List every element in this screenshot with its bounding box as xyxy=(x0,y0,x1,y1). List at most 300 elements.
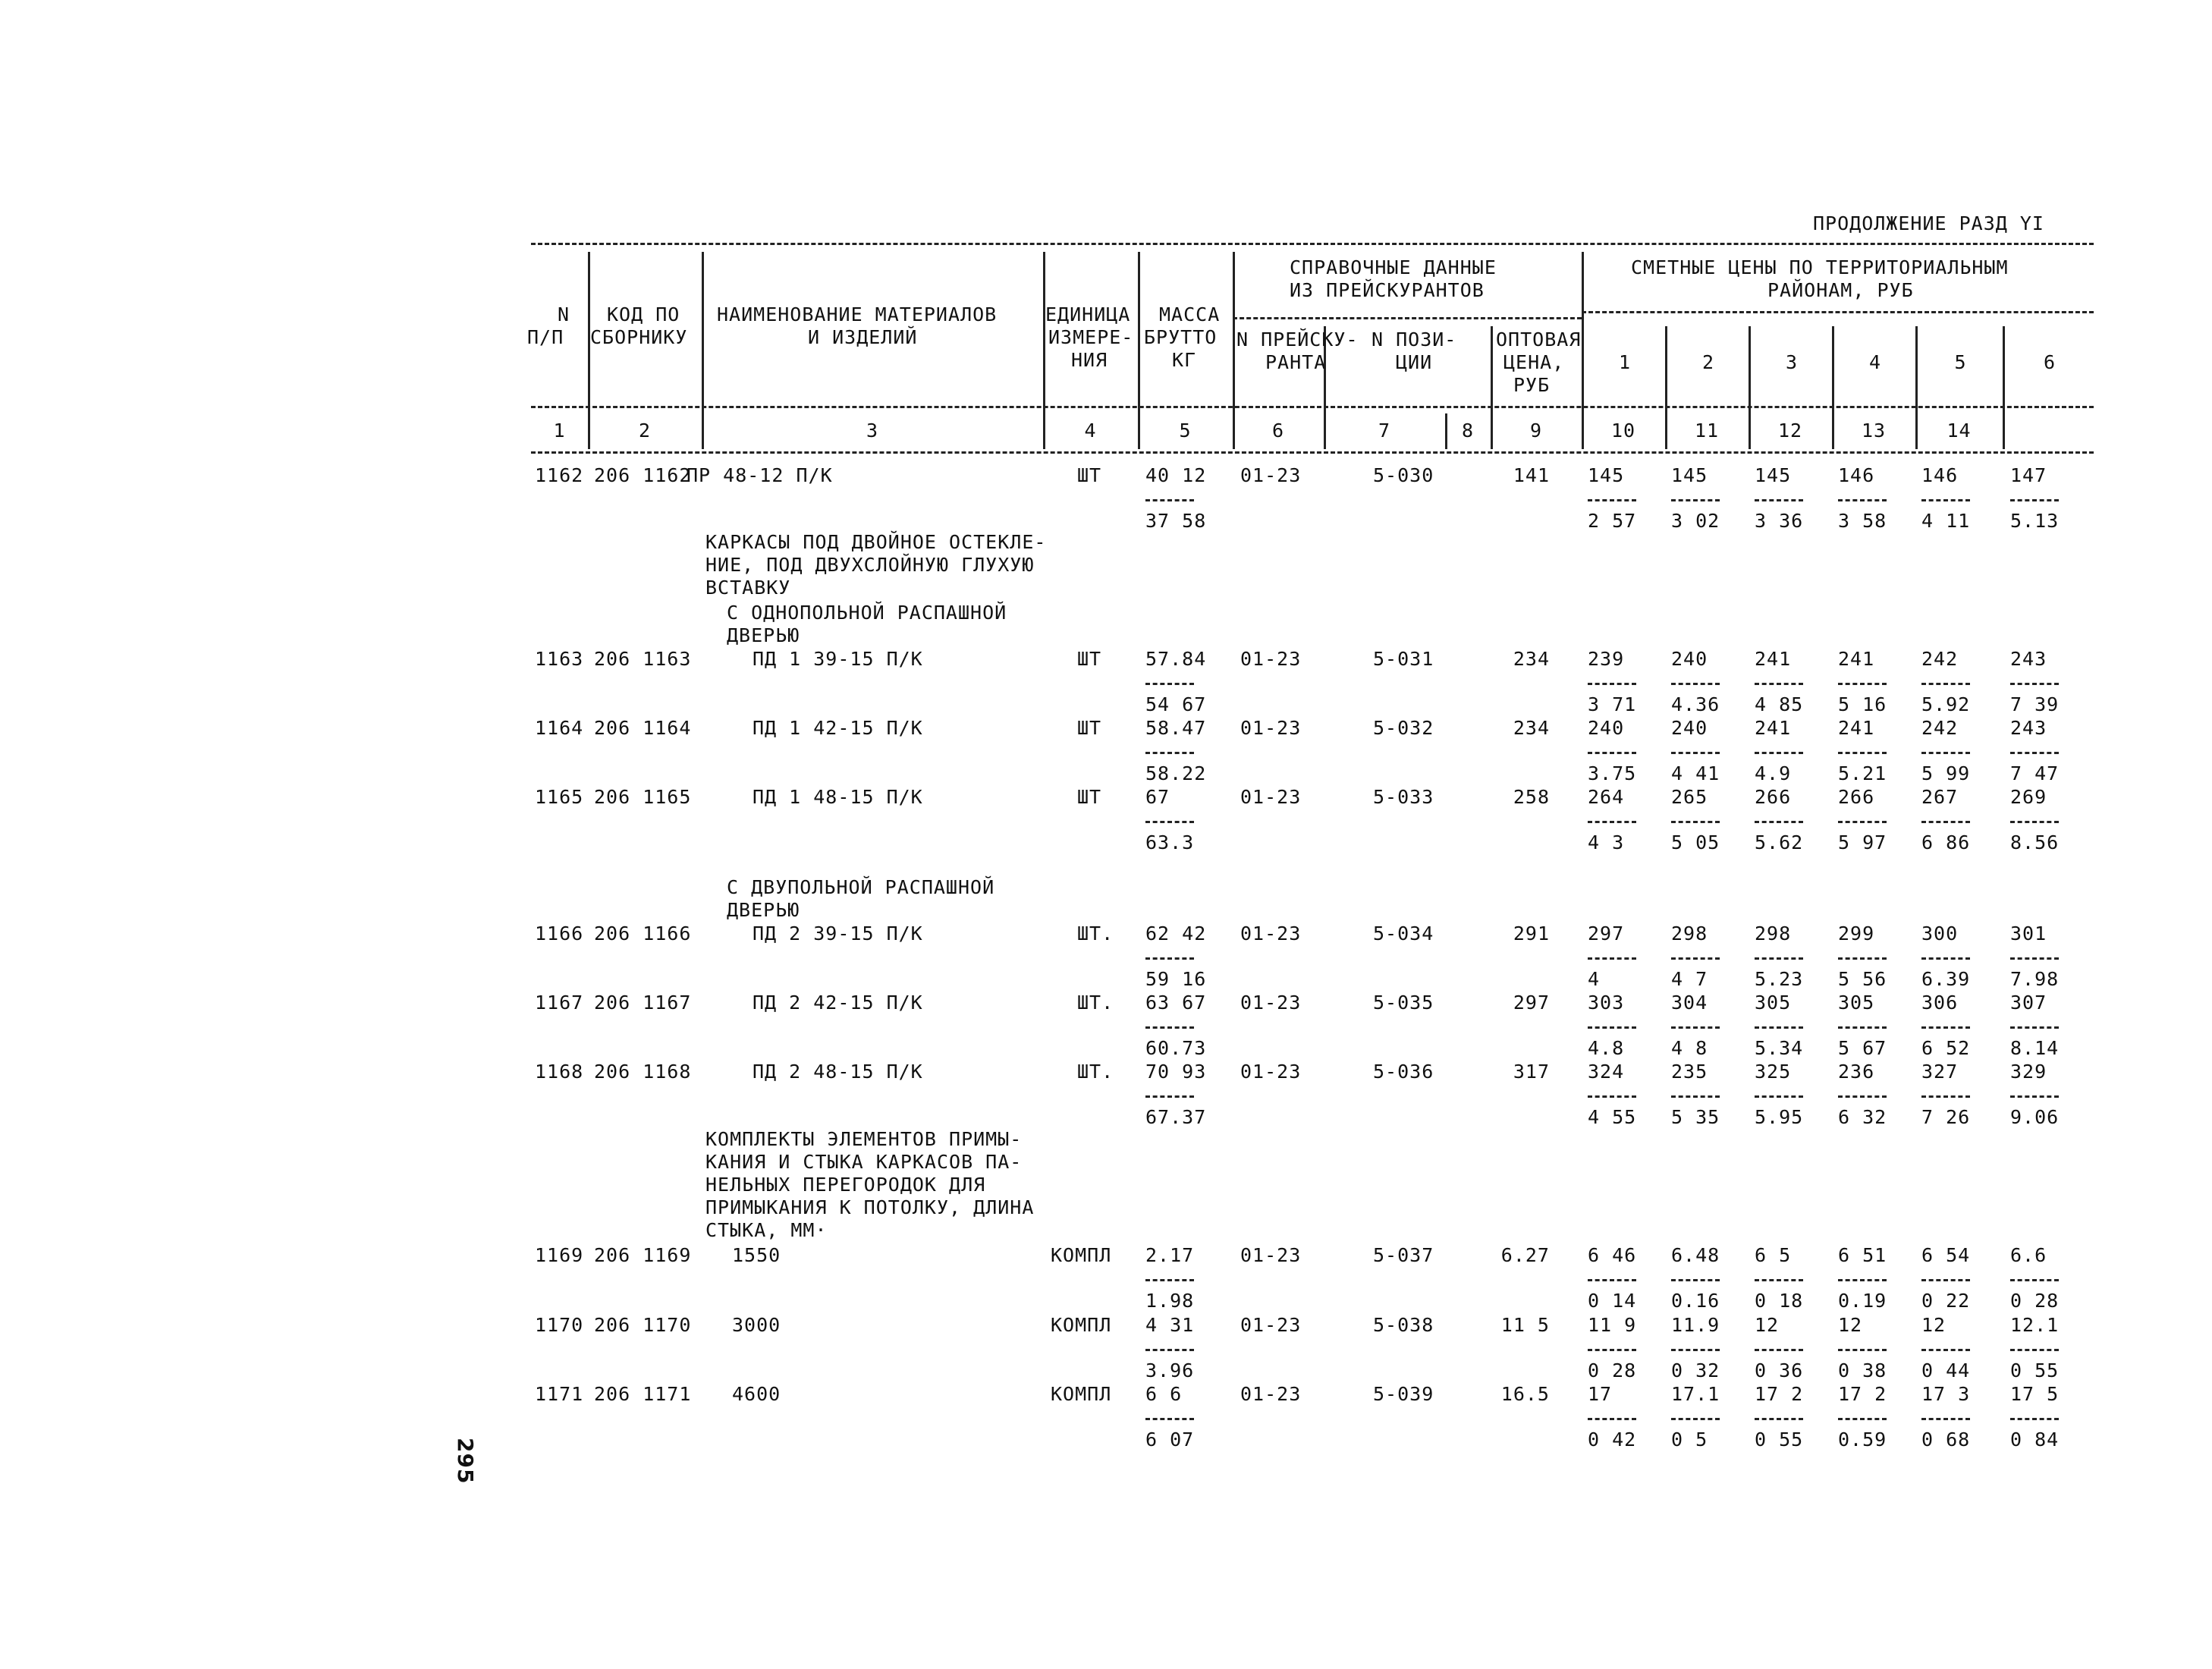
row-1170-region-2-bottom: 0 32 xyxy=(1671,1359,1720,1381)
col-header-mass-line1: МАССА xyxy=(1159,303,1221,325)
column-number-5: 5 xyxy=(1179,420,1192,442)
row-1163-unit: ШТ xyxy=(1077,648,1102,670)
row-1163-region-4-bottom: 5 16 xyxy=(1838,693,1887,715)
prices-group-header-line2: РАЙОНАМ, РУБ xyxy=(1767,279,1914,301)
row-1165-region-6-bottom: 8.56 xyxy=(2010,831,2060,853)
row-1170-region-1-fraction-line xyxy=(1588,1349,1636,1351)
row-1163-region-6-fraction-line xyxy=(2010,683,2059,685)
row-1171-mass-fraction-line xyxy=(1145,1418,1194,1420)
row-1168-region-3-fraction-line xyxy=(1755,1095,1803,1098)
row-1163-mass-top: 57.84 xyxy=(1145,648,1207,670)
row-1167-region-5-fraction-line xyxy=(1921,1026,1970,1029)
row-1163-position: 5-031 xyxy=(1373,648,1434,670)
col-header-unit-line1: ЕДИНИЦА xyxy=(1045,303,1131,325)
row-1162-region-6-fraction-line xyxy=(2010,499,2059,501)
row-1169-region-6-top: 6.6 xyxy=(2010,1244,2047,1266)
col-header-region-1: 1 xyxy=(1618,351,1632,373)
row-1171-name: 4600 xyxy=(732,1383,781,1405)
col-header-pricelist-line2: РАНТА xyxy=(1265,351,1327,373)
row-1167-region-6-bottom: 8.14 xyxy=(2010,1037,2060,1059)
row-1165-region-2-bottom: 5 05 xyxy=(1671,831,1720,853)
row-1164-mass-top: 58.47 xyxy=(1145,717,1207,739)
row-1167-region-4-top: 305 xyxy=(1838,992,1875,1014)
row-1170-region-2-fraction-line xyxy=(1671,1349,1720,1351)
row-1170-mass-top: 4 31 xyxy=(1145,1314,1195,1336)
row-1170-unit: КОМПЛ xyxy=(1051,1314,1112,1336)
row-1171-region-2-bottom: 0 5 xyxy=(1671,1429,1708,1451)
row-1165-mass-bottom: 63.3 xyxy=(1145,831,1195,853)
col-header-pricelist-line1: N ПРЕЙСКУ- xyxy=(1236,328,1359,350)
row-1167-region-1-bottom: 4.8 xyxy=(1588,1037,1625,1059)
row-1170-region-4-top: 12 xyxy=(1838,1314,1863,1336)
row-1164-region-2-fraction-line xyxy=(1671,752,1720,754)
row-1163-region-1-top: 239 xyxy=(1588,648,1625,670)
row-1162-unit: ШТ xyxy=(1077,464,1102,486)
row-1168-region-3-top: 325 xyxy=(1755,1061,1792,1083)
row-1165-region-1-bottom: 4 3 xyxy=(1588,831,1625,853)
row-1171-region-1-top: 17 xyxy=(1588,1383,1613,1405)
column-number-13: 13 xyxy=(1861,420,1887,442)
row-1170-region-3-top: 12 xyxy=(1755,1314,1780,1336)
row-1166-number: 1166 xyxy=(535,923,584,945)
row-1167-region-4-bottom: 5 67 xyxy=(1838,1037,1887,1059)
row-1165-region-5-fraction-line xyxy=(1921,821,1970,823)
row-1171-code: 206 1171 xyxy=(594,1383,692,1405)
column-number-14: 14 xyxy=(1946,420,1972,442)
col-header-price-line1: ОПТОВАЯ xyxy=(1496,328,1582,350)
row-1165-mass-fraction-line xyxy=(1145,821,1194,823)
row-1165-number: 1165 xyxy=(535,786,584,808)
col-header-price-line2: ЦЕНА, xyxy=(1503,351,1565,373)
row-1163-region-5-fraction-line xyxy=(1921,683,1970,685)
section-heading-single-door-line2: ДВЕРЬЮ xyxy=(727,624,800,646)
row-1165-mass-top: 67 xyxy=(1145,786,1170,808)
row-1163-region-4-top: 241 xyxy=(1838,648,1875,670)
row-1162-mass-bottom: 37 58 xyxy=(1145,510,1207,532)
row-1163-mass-fraction-line xyxy=(1145,683,1194,685)
row-1165-region-5-top: 267 xyxy=(1921,786,1959,808)
row-1165-region-6-fraction-line xyxy=(2010,821,2059,823)
row-1164-region-1-fraction-line xyxy=(1588,752,1636,754)
row-1170-region-3-bottom: 0 36 xyxy=(1755,1359,1804,1381)
column-number-6: 6 xyxy=(1271,420,1285,442)
row-1166-mass-bottom: 59 16 xyxy=(1145,968,1207,990)
row-1168-position: 5-036 xyxy=(1373,1061,1434,1083)
col-header-name-line2: И ИЗДЕЛИЙ xyxy=(808,326,918,348)
row-1171-position: 5-039 xyxy=(1373,1383,1434,1405)
row-1162-region-3-bottom: 3 36 xyxy=(1755,510,1804,532)
page-continuation-header: ПРОДОЛЖЕНИЕ РАЗД YI xyxy=(1813,212,2044,234)
row-1171-region-5-fraction-line xyxy=(1921,1418,1970,1420)
col-header-mass-line3: КГ xyxy=(1172,349,1197,371)
row-1165-region-3-bottom: 5.62 xyxy=(1755,831,1804,853)
row-1169-pricelist: 01-23 xyxy=(1240,1244,1302,1266)
row-1162-region-1-fraction-line xyxy=(1588,499,1636,501)
row-1171-unit: КОМПЛ xyxy=(1051,1383,1112,1405)
row-1169-wholesale-price: 6.27 xyxy=(1500,1244,1550,1266)
row-1163-region-1-bottom: 3 71 xyxy=(1588,693,1637,715)
row-1163-region-2-fraction-line xyxy=(1671,683,1720,685)
row-1170-region-6-bottom: 0 55 xyxy=(2010,1359,2060,1381)
row-1169-region-1-bottom: 0 14 xyxy=(1588,1290,1637,1312)
row-1162-number: 1162 xyxy=(535,464,584,486)
row-1170-region-3-fraction-line xyxy=(1755,1349,1803,1351)
row-1171-mass-top: 6 6 xyxy=(1145,1383,1183,1405)
row-1162-mass-top: 40 12 xyxy=(1145,464,1207,486)
row-1167-position: 5-035 xyxy=(1373,992,1434,1014)
row-1162-region-3-fraction-line xyxy=(1755,499,1803,501)
row-1163-region-5-top: 242 xyxy=(1921,648,1959,670)
row-1169-unit: КОМПЛ xyxy=(1051,1244,1112,1266)
section-heading-frames-line3: ВСТАВКУ xyxy=(705,577,791,599)
row-1165-unit: ШТ xyxy=(1077,786,1102,808)
row-1171-region-5-bottom: 0 68 xyxy=(1921,1429,1971,1451)
row-1163-region-5-bottom: 5.92 xyxy=(1921,693,1971,715)
row-1171-region-1-bottom: 0 42 xyxy=(1588,1429,1637,1451)
row-1162-region-1-top: 145 xyxy=(1588,464,1625,486)
row-1169-number: 1169 xyxy=(535,1244,584,1266)
section-heading-joint-kits-line2: КАНИЯ И СТЫКА КАРКАСОВ ПА- xyxy=(705,1151,1023,1173)
row-1164-name: ПД 1 42-15 П/К xyxy=(753,717,923,739)
section-heading-single-door-line1: С ОДНОПОЛЬНОЙ РАСПАШНОЙ xyxy=(727,602,1007,624)
row-1171-region-6-bottom: 0 84 xyxy=(2010,1429,2060,1451)
row-1168-region-1-fraction-line xyxy=(1588,1095,1636,1098)
row-1170-name: 3000 xyxy=(732,1314,781,1336)
row-1169-region-5-fraction-line xyxy=(1921,1279,1970,1281)
row-1171-pricelist: 01-23 xyxy=(1240,1383,1302,1405)
row-1166-region-3-bottom: 5.23 xyxy=(1755,968,1804,990)
row-1164-region-5-fraction-line xyxy=(1921,752,1970,754)
col-header-position-line2: ЦИИ xyxy=(1396,351,1433,373)
row-1164-region-6-top: 243 xyxy=(2010,717,2047,739)
row-1167-region-1-fraction-line xyxy=(1588,1026,1636,1029)
section-heading-double-door-line2: ДВЕРЬЮ xyxy=(727,899,800,921)
row-1166-region-6-bottom: 7.98 xyxy=(2010,968,2060,990)
row-1171-region-4-top: 17 2 xyxy=(1838,1383,1887,1405)
row-1163-region-3-fraction-line xyxy=(1755,683,1803,685)
row-1166-code: 206 1166 xyxy=(594,923,692,945)
row-1166-region-6-fraction-line xyxy=(2010,957,2059,960)
row-1167-region-5-bottom: 6 52 xyxy=(1921,1037,1971,1059)
row-1167-region-3-top: 305 xyxy=(1755,992,1792,1014)
prices-group-header-line1: СМЕТНЫЕ ЦЕНЫ ПО ТЕРРИТОРИАЛЬНЫМ xyxy=(1631,256,2009,278)
row-1164-region-6-bottom: 7 47 xyxy=(2010,762,2060,784)
row-1170-region-2-top: 11.9 xyxy=(1671,1314,1720,1336)
row-1165-region-2-fraction-line xyxy=(1671,821,1720,823)
row-1163-region-6-top: 243 xyxy=(2010,648,2047,670)
row-1169-region-5-bottom: 0 22 xyxy=(1921,1290,1971,1312)
row-1168-region-6-fraction-line xyxy=(2010,1095,2059,1098)
row-1165-region-1-fraction-line xyxy=(1588,821,1636,823)
row-1167-mass-bottom: 60.73 xyxy=(1145,1037,1207,1059)
row-1169-position: 5-037 xyxy=(1373,1244,1434,1266)
row-1168-unit: ШТ. xyxy=(1077,1061,1114,1083)
ref-group-header-line2: ИЗ ПРЕЙСКУРАНТОВ xyxy=(1290,279,1485,301)
row-1165-name: ПД 1 48-15 П/К xyxy=(753,786,923,808)
row-1169-mass-top: 2.17 xyxy=(1145,1244,1195,1266)
row-1168-region-2-top: 235 xyxy=(1671,1061,1708,1083)
row-1169-region-1-top: 6 46 xyxy=(1588,1244,1637,1266)
row-1168-mass-bottom: 67.37 xyxy=(1145,1106,1207,1128)
row-1168-region-3-bottom: 5.95 xyxy=(1755,1106,1804,1128)
row-1165-region-2-top: 265 xyxy=(1671,786,1708,808)
row-1162-region-2-bottom: 3 02 xyxy=(1671,510,1720,532)
row-1171-region-2-fraction-line xyxy=(1671,1418,1720,1420)
row-1169-region-1-fraction-line xyxy=(1588,1279,1636,1281)
row-1170-region-6-fraction-line xyxy=(2010,1349,2059,1351)
row-1170-number: 1170 xyxy=(535,1314,584,1336)
row-1165-region-6-top: 269 xyxy=(2010,786,2047,808)
row-1168-region-6-top: 329 xyxy=(2010,1061,2047,1083)
row-1164-region-3-top: 241 xyxy=(1755,717,1792,739)
row-1167-wholesale-price: 297 xyxy=(1513,992,1550,1014)
row-1166-unit: ШТ. xyxy=(1077,923,1114,945)
row-1169-region-3-bottom: 0 18 xyxy=(1755,1290,1804,1312)
row-1162-region-4-bottom: 3 58 xyxy=(1838,510,1887,532)
row-1170-pricelist: 01-23 xyxy=(1240,1314,1302,1336)
row-1165-position: 5-033 xyxy=(1373,786,1434,808)
section-heading-joint-kits-line4: ПРИМЫКАНИЯ К ПОТОЛКУ, ДЛИНА xyxy=(705,1196,1035,1218)
row-1169-region-5-top: 6 54 xyxy=(1921,1244,1971,1266)
row-1171-region-2-top: 17.1 xyxy=(1671,1383,1720,1405)
row-1168-number: 1168 xyxy=(535,1061,584,1083)
row-1169-region-6-fraction-line xyxy=(2010,1279,2059,1281)
row-1170-region-4-bottom: 0 38 xyxy=(1838,1359,1887,1381)
column-number-8: 8 xyxy=(1461,420,1475,442)
row-1171-region-3-fraction-line xyxy=(1755,1418,1803,1420)
row-1171-region-3-bottom: 0 55 xyxy=(1755,1429,1804,1451)
col-header-code-line2: СБОРНИКУ xyxy=(590,326,688,348)
row-1162-pricelist: 01-23 xyxy=(1240,464,1302,486)
row-1169-region-2-top: 6.48 xyxy=(1671,1244,1720,1266)
column-number-1: 1 xyxy=(553,420,566,442)
col-header-region-4: 4 xyxy=(1868,351,1882,373)
row-1166-wholesale-price: 291 xyxy=(1513,923,1550,945)
row-1166-region-3-fraction-line xyxy=(1755,957,1803,960)
row-1165-pricelist: 01-23 xyxy=(1240,786,1302,808)
row-1169-mass-bottom: 1.98 xyxy=(1145,1290,1195,1312)
row-1168-mass-top: 70 93 xyxy=(1145,1061,1207,1083)
row-1164-region-1-bottom: 3.75 xyxy=(1588,762,1637,784)
row-1164-region-5-bottom: 5 99 xyxy=(1921,762,1971,784)
row-1164-mass-fraction-line xyxy=(1145,752,1194,754)
row-1169-region-4-fraction-line xyxy=(1838,1279,1887,1281)
row-1166-region-2-top: 298 xyxy=(1671,923,1708,945)
row-1162-region-6-bottom: 5.13 xyxy=(2010,510,2060,532)
row-1169-code: 206 1169 xyxy=(594,1244,692,1266)
section-heading-frames-line2: НИЕ, ПОД ДВУХСЛОЙНУЮ ГЛУХУЮ xyxy=(705,554,1035,576)
row-1169-name: 1550 xyxy=(732,1244,781,1266)
row-1162-region-4-top: 146 xyxy=(1838,464,1875,486)
row-1162-region-5-fraction-line xyxy=(1921,499,1970,501)
col-header-position-line1: N ПОЗИ- xyxy=(1372,328,1457,350)
row-1162-region-3-top: 145 xyxy=(1755,464,1792,486)
row-1163-region-4-fraction-line xyxy=(1838,683,1887,685)
row-1164-region-5-top: 242 xyxy=(1921,717,1959,739)
column-divider xyxy=(2003,413,2005,449)
row-1170-region-4-fraction-line xyxy=(1838,1349,1887,1351)
row-1168-region-5-top: 327 xyxy=(1921,1061,1959,1083)
row-1167-region-6-fraction-line xyxy=(2010,1026,2059,1029)
row-1169-mass-fraction-line xyxy=(1145,1279,1194,1281)
row-1169-region-2-bottom: 0.16 xyxy=(1671,1290,1720,1312)
column-number-9: 9 xyxy=(1529,420,1543,442)
row-1167-region-2-bottom: 4 8 xyxy=(1671,1037,1708,1059)
row-1171-region-6-top: 17 5 xyxy=(2010,1383,2060,1405)
col-header-price-line3: РУБ xyxy=(1513,374,1551,396)
row-1170-region-1-bottom: 0 28 xyxy=(1588,1359,1637,1381)
row-1168-region-4-top: 236 xyxy=(1838,1061,1875,1083)
section-heading-joint-kits-line5: СТЫКА, ММ· xyxy=(705,1219,828,1241)
row-1165-region-4-top: 266 xyxy=(1838,786,1875,808)
col-header-code-line1: КОД ПО xyxy=(607,303,680,325)
section-heading-double-door-line1: С ДВУПОЛЬНОЙ РАСПАШНОЙ xyxy=(727,876,995,898)
row-1166-region-1-fraction-line xyxy=(1588,957,1636,960)
section-heading-joint-kits-line3: НЕЛЬНЫХ ПЕРЕГОРОДОК ДЛЯ xyxy=(705,1174,986,1196)
column-number-2: 2 xyxy=(638,420,652,442)
row-1164-region-3-fraction-line xyxy=(1755,752,1803,754)
row-1171-region-3-top: 17 2 xyxy=(1755,1383,1804,1405)
row-1164-mass-bottom: 58.22 xyxy=(1145,762,1207,784)
row-1162-position: 5-030 xyxy=(1373,464,1434,486)
row-1167-code: 206 1167 xyxy=(594,992,692,1014)
row-1162-region-5-bottom: 4 11 xyxy=(1921,510,1971,532)
row-1162-region-1-bottom: 2 57 xyxy=(1588,510,1637,532)
row-1162-region-6-top: 147 xyxy=(2010,464,2047,486)
row-1168-code: 206 1168 xyxy=(594,1061,692,1083)
ref-group-header-line1: СПРАВОЧНЫЕ ДАННЫЕ xyxy=(1290,256,1497,278)
row-1168-wholesale-price: 317 xyxy=(1513,1061,1550,1083)
row-1165-region-5-bottom: 6 86 xyxy=(1921,831,1971,853)
row-1169-region-3-fraction-line xyxy=(1755,1279,1803,1281)
row-1170-region-6-top: 12.1 xyxy=(2010,1314,2060,1336)
row-1168-region-1-bottom: 4 55 xyxy=(1588,1106,1637,1128)
row-1162-name: ПР 48-12 П/К xyxy=(687,464,833,486)
row-1162-region-5-top: 146 xyxy=(1921,464,1959,486)
prices-group-rule xyxy=(1582,311,2094,313)
row-1166-region-2-fraction-line xyxy=(1671,957,1720,960)
row-1166-region-4-fraction-line xyxy=(1838,957,1887,960)
row-1164-region-4-fraction-line xyxy=(1838,752,1887,754)
row-1164-region-4-top: 241 xyxy=(1838,717,1875,739)
row-1164-region-1-top: 240 xyxy=(1588,717,1625,739)
row-1168-region-6-bottom: 9.06 xyxy=(2010,1106,2060,1128)
row-1167-region-4-fraction-line xyxy=(1838,1026,1887,1029)
row-1171-mass-bottom: 6 07 xyxy=(1145,1429,1195,1451)
row-1167-region-5-top: 306 xyxy=(1921,992,1959,1014)
row-1162-wholesale-price: 141 xyxy=(1513,464,1550,486)
row-1168-mass-fraction-line xyxy=(1145,1095,1194,1098)
row-1167-number: 1167 xyxy=(535,992,584,1014)
row-1164-region-4-bottom: 5.21 xyxy=(1838,762,1887,784)
row-1167-region-3-bottom: 5.34 xyxy=(1755,1037,1804,1059)
row-1170-region-5-bottom: 0 44 xyxy=(1921,1359,1971,1381)
row-1166-region-5-fraction-line xyxy=(1921,957,1970,960)
row-1165-region-4-fraction-line xyxy=(1838,821,1887,823)
row-1164-region-6-fraction-line xyxy=(2010,752,2059,754)
row-1166-mass-top: 62 42 xyxy=(1145,923,1207,945)
row-1167-region-1-top: 303 xyxy=(1588,992,1625,1014)
row-1165-wholesale-price: 258 xyxy=(1513,786,1550,808)
row-1168-region-4-bottom: 6 32 xyxy=(1838,1106,1887,1128)
row-1170-region-1-top: 11 9 xyxy=(1588,1314,1637,1336)
row-1168-region-2-bottom: 5 35 xyxy=(1671,1106,1720,1128)
row-1163-region-3-top: 241 xyxy=(1755,648,1792,670)
row-1166-region-5-bottom: 6.39 xyxy=(1921,968,1971,990)
row-1171-region-5-top: 17 3 xyxy=(1921,1383,1971,1405)
row-1170-mass-bottom: 3.96 xyxy=(1145,1359,1195,1381)
row-1171-number: 1171 xyxy=(535,1383,584,1405)
row-1166-position: 5-034 xyxy=(1373,923,1434,945)
col-header-region-6: 6 xyxy=(2043,351,2056,373)
header-sub-rule xyxy=(531,406,2094,408)
column-number-12: 12 xyxy=(1777,420,1803,442)
col-header-region-2: 2 xyxy=(1701,351,1715,373)
row-1166-region-5-top: 300 xyxy=(1921,923,1959,945)
row-1167-unit: ШТ. xyxy=(1077,992,1114,1014)
row-1162-code: 206 1162 xyxy=(594,464,692,486)
row-1170-wholesale-price: 11 5 xyxy=(1500,1314,1550,1336)
row-1170-region-5-fraction-line xyxy=(1921,1349,1970,1351)
column-number-7: 7 xyxy=(1378,420,1391,442)
col-header-num-line1: N xyxy=(558,303,570,325)
row-1168-name: ПД 2 48-15 П/К xyxy=(753,1061,923,1083)
row-1170-position: 5-038 xyxy=(1373,1314,1434,1336)
row-1164-region-2-top: 240 xyxy=(1671,717,1708,739)
row-1170-code: 206 1170 xyxy=(594,1314,692,1336)
row-1169-region-4-bottom: 0.19 xyxy=(1838,1290,1887,1312)
ref-group-rule xyxy=(1233,317,1582,319)
col-header-name-line1: НАИМЕНОВАНИЕ МАТЕРИАЛОВ xyxy=(717,303,998,325)
row-1166-pricelist: 01-23 xyxy=(1240,923,1302,945)
row-1171-region-4-bottom: 0.59 xyxy=(1838,1429,1887,1451)
row-1168-region-5-fraction-line xyxy=(1921,1095,1970,1098)
row-1163-region-3-bottom: 4 85 xyxy=(1755,693,1804,715)
col-header-region-3: 3 xyxy=(1785,351,1799,373)
row-1167-pricelist: 01-23 xyxy=(1240,992,1302,1014)
col-header-mass-line2: БРУТТО xyxy=(1144,326,1218,348)
row-1168-region-5-bottom: 7 26 xyxy=(1921,1106,1971,1128)
column-number-10: 10 xyxy=(1610,420,1636,442)
section-heading-joint-kits-line1: КОМПЛЕКТЫ ЭЛЕМЕНТОВ ПРИМЫ- xyxy=(705,1128,1023,1150)
row-1164-wholesale-price: 234 xyxy=(1513,717,1550,739)
row-1166-region-4-bottom: 5 56 xyxy=(1838,968,1887,990)
row-1171-region-4-fraction-line xyxy=(1838,1418,1887,1420)
row-1166-region-1-top: 297 xyxy=(1588,923,1625,945)
row-1162-mass-fraction-line xyxy=(1145,499,1194,501)
row-1163-pricelist: 01-23 xyxy=(1240,648,1302,670)
row-1163-name: ПД 1 39-15 П/К xyxy=(753,648,923,670)
column-number-4: 4 xyxy=(1084,420,1097,442)
column-number-rule xyxy=(531,451,2094,454)
row-1171-region-1-fraction-line xyxy=(1588,1418,1636,1420)
row-1164-unit: ШТ xyxy=(1077,717,1102,739)
column-number-11: 11 xyxy=(1694,420,1720,442)
column-number-3: 3 xyxy=(866,420,879,442)
row-1163-mass-bottom: 54 67 xyxy=(1145,693,1207,715)
row-1166-region-1-bottom: 4 xyxy=(1588,968,1601,990)
page-number: 295 xyxy=(453,1438,478,1485)
row-1169-region-4-top: 6 51 xyxy=(1838,1244,1887,1266)
row-1169-region-2-fraction-line xyxy=(1671,1279,1720,1281)
row-1167-mass-top: 63 67 xyxy=(1145,992,1207,1014)
row-1168-region-4-fraction-line xyxy=(1838,1095,1887,1098)
col-header-num-line2: П/П xyxy=(527,326,564,348)
row-1164-number: 1164 xyxy=(535,717,584,739)
row-1162-region-2-fraction-line xyxy=(1671,499,1720,501)
row-1167-region-3-fraction-line xyxy=(1755,1026,1803,1029)
row-1165-region-3-fraction-line xyxy=(1755,821,1803,823)
